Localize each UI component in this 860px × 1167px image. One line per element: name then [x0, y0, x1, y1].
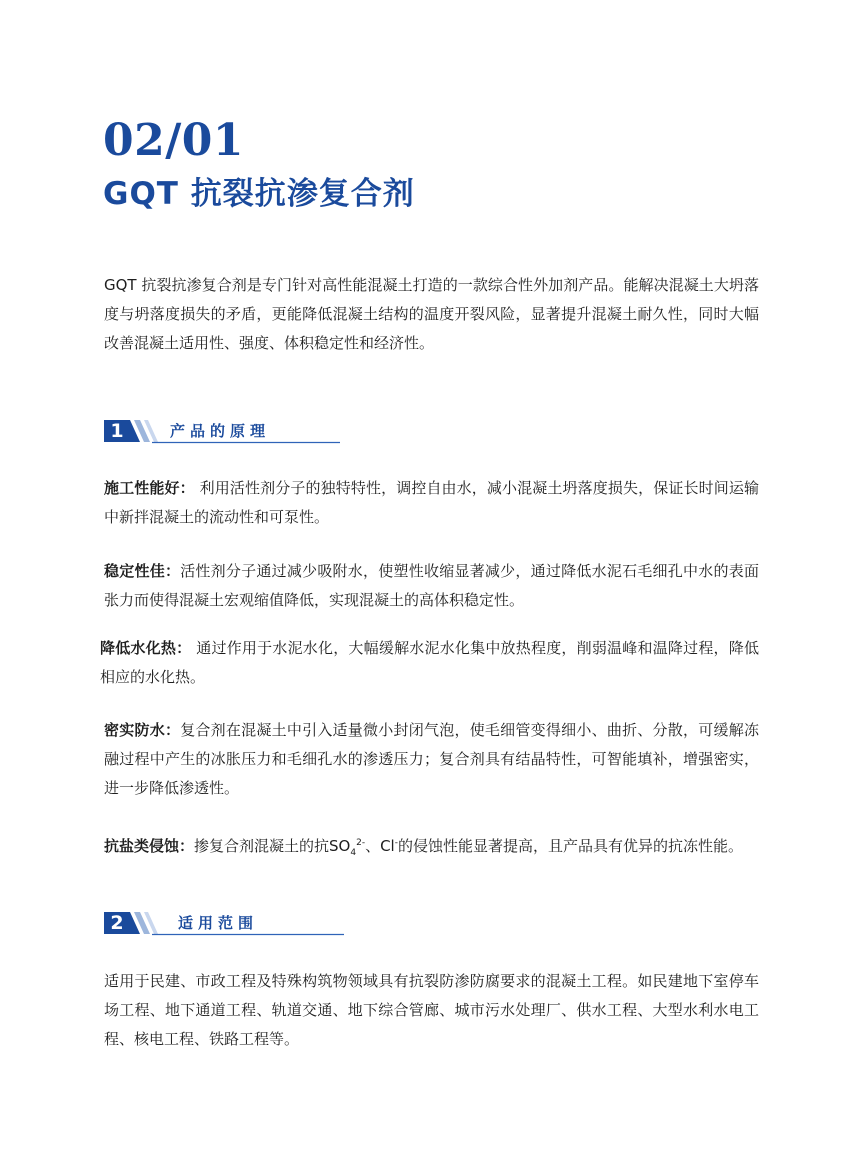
- principle-text: 活性剂分子通过减少吸附水，使塑性收缩显著减少，通过降低水泥石毛细孔中水的表面张力而使得混凝土宏观缩值降低，实现混凝土的高体积稳定性。: [104, 562, 759, 609]
- principle-term: 降低水化热：: [100, 639, 192, 657]
- principle-term: 抗盐类侵蚀：: [104, 837, 195, 855]
- document-code: 02/01: [103, 115, 245, 166]
- salt-text-after: 的侵蚀性能显著提高，且产品具有优异的抗冻性能。: [397, 837, 743, 855]
- principle-item-salt: [104, 832, 759, 861]
- principle-item: [104, 716, 759, 803]
- salt-subscript: 4: [350, 848, 357, 858]
- salt-text-middle: 、Cl: [365, 837, 395, 855]
- product-title: GQT 抗裂抗渗复合剂: [103, 176, 415, 212]
- section-header-principle: [104, 416, 340, 446]
- intro-paragraph: GQT 抗裂抗渗复合剂是专门针对高性能混凝土打造的一款综合性外加剂产品。能解决混凝土大坍落度与坍落度损失的矛盾，更能降低混凝土结构的温度开裂风险，显著提升混凝土耐久性，同时大幅改善混凝土适用性、强度、体积稳定性和经济性。: [104, 276, 759, 352]
- section-title: 产品的原理: [170, 422, 271, 440]
- salt-superscript: 2-: [356, 838, 366, 848]
- scope-paragraph: 适用于民建、市政工程及特殊构筑物领域具有抗裂防渗防腐要求的混凝土工程。如民建地下室停车场工程、地下通道工程、轨道交通、地下综合管廊、城市污水处理厂、供水工程、大型水利水电工程、核电工程、铁路工程等。: [104, 972, 759, 1048]
- principle-term: 施工性能好：: [104, 479, 195, 497]
- principle-term: 稳定性佳：: [104, 562, 181, 580]
- principle-item: [104, 557, 759, 615]
- principle-term: 密实防水：: [104, 721, 181, 739]
- section-title: 适用范围: [178, 914, 259, 932]
- salt-superscript: -: [394, 838, 398, 848]
- principle-item: [104, 474, 759, 532]
- salt-text-before: 掺复合剂混凝土的抗SO: [194, 837, 351, 855]
- principle-item: [100, 634, 759, 692]
- section-number: 1: [110, 420, 124, 442]
- principle-text: 通过作用于水泥水化，大幅缓解水泥水化集中放热程度，削弱温峰和温降过程，降低相应的水化热。: [100, 639, 759, 686]
- principle-text: 复合剂在混凝土中引入适量微小封闭气泡，使毛细管变得细小、曲折、分散，可缓解冻融过程中产生的冰胀压力和毛细孔水的渗透压力；复合剂具有结晶特性，可智能填补，增强密实，进一步降低渗透性。: [104, 721, 759, 797]
- section-number: 2: [110, 912, 124, 934]
- principle-text: 利用活性剂分子的独特特性，调控自由水，减小混凝土坍落度损失，保证长时间运输中新拌混凝土的流动性和可泵性。: [104, 479, 759, 526]
- section-header-scope: [104, 908, 344, 938]
